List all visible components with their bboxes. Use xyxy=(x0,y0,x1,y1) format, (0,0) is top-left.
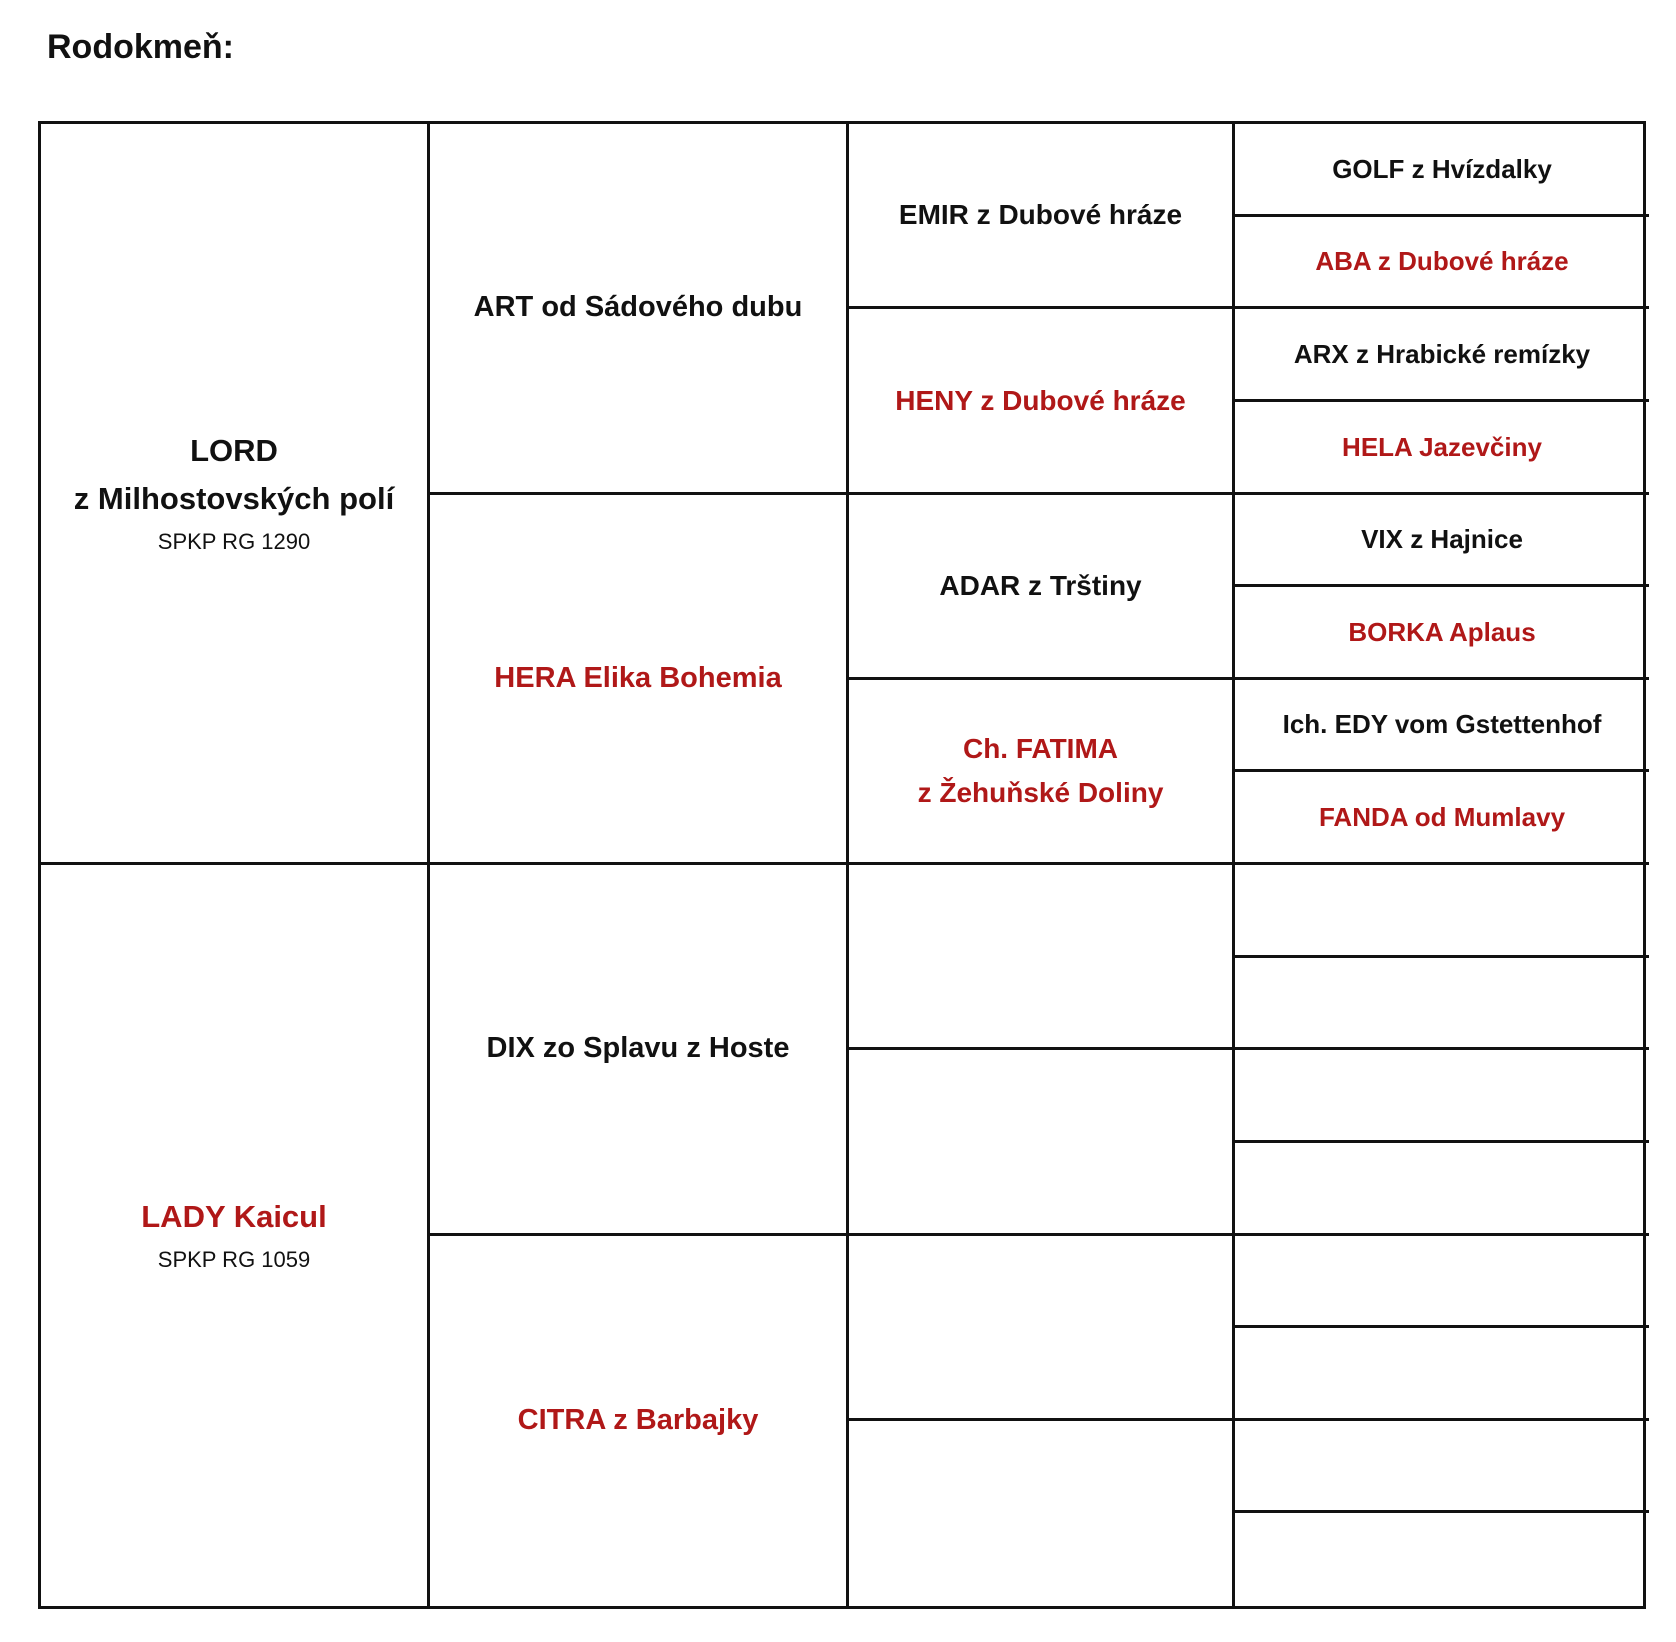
great-great-grandparent-name: GOLF z Hvízdalky xyxy=(1332,153,1552,184)
pedigree-great-great-grandparent xyxy=(1235,124,1649,217)
dam-name-line1: LADY Kaicul xyxy=(141,1199,327,1235)
pedigree-great-great-grandparent xyxy=(1235,495,1649,588)
page-title: Rodokmeň: xyxy=(47,28,234,66)
pedigree-great-great-grandparent xyxy=(1235,217,1649,310)
pedigree-great-great-grandparent xyxy=(1235,402,1649,495)
great-great-grandparent-name: VIX z Hajnice xyxy=(1361,524,1523,555)
pedigree-great-grandparent xyxy=(849,124,1235,309)
grandparent-name: ART od Sádového dubu xyxy=(473,291,803,324)
pedigree-dam xyxy=(41,865,430,1606)
sire-name-line2: z Milhostovských polí xyxy=(73,480,395,516)
great-great-grandparent-name: HELA Jazevčiny xyxy=(1342,431,1542,462)
great-grandparent-name: Ch. FATIMA xyxy=(962,733,1118,765)
grandparent-name: HERA Elika Bohemia xyxy=(494,661,782,694)
pedigree-great-great-grandparent xyxy=(1235,1143,1649,1236)
pedigree-great-grandparent xyxy=(849,865,1235,1050)
pedigree-grandparent xyxy=(430,865,849,1236)
pedigree-great-great-grandparent xyxy=(1235,1421,1649,1514)
pedigree-great-grandparent xyxy=(849,495,1235,680)
sire-name-line1: LORD xyxy=(190,432,278,468)
great-great-grandparent-name: ABA z Dubové hráze xyxy=(1315,246,1569,277)
pedigree-great-great-grandparent xyxy=(1235,1050,1649,1143)
great-great-grandparent-name: ARX z Hrabické remízky xyxy=(1293,338,1591,369)
pedigree-table xyxy=(38,121,1646,1609)
dam-registration: SPKP RG 1059 xyxy=(157,1247,311,1273)
pedigree-great-great-grandparent xyxy=(1235,1328,1649,1421)
grandparent-name: DIX zo Splavu z Hoste xyxy=(486,1032,790,1065)
great-great-grandparent-name: Ich. EDY vom Gstettenhof xyxy=(1282,709,1602,740)
pedigree-great-great-grandparent xyxy=(1235,680,1649,773)
pedigree-great-great-grandparent xyxy=(1235,587,1649,680)
great-great-grandparent-name: FANDA od Mumlavy xyxy=(1318,802,1566,833)
great-grandparent-name-line2: z Žehuňské Doliny xyxy=(917,776,1164,808)
pedigree-great-great-grandparent xyxy=(1235,1236,1649,1329)
pedigree-great-great-grandparent xyxy=(1235,309,1649,402)
sire-registration: SPKP RG 1290 xyxy=(157,529,311,554)
pedigree-grandparent xyxy=(430,495,849,866)
pedigree-sire xyxy=(41,124,430,865)
pedigree-grandparent xyxy=(430,124,849,495)
great-great-grandparent-name: BORKA Aplaus xyxy=(1348,616,1536,647)
pedigree-great-grandparent xyxy=(849,1236,1235,1421)
great-grandparent-name: EMIR z Dubové hráze xyxy=(898,199,1183,231)
pedigree-great-great-grandparent xyxy=(1235,865,1649,958)
grandparent-name: CITRA z Barbajky xyxy=(517,1404,759,1437)
pedigree-grandparent xyxy=(430,1236,849,1607)
pedigree-great-grandparent xyxy=(849,680,1235,865)
pedigree-great-great-grandparent xyxy=(1235,1513,1649,1606)
great-grandparent-name: ADAR z Trštiny xyxy=(939,569,1142,601)
great-grandparent-name: HENY z Dubové hráze xyxy=(895,384,1186,416)
pedigree-great-great-grandparent xyxy=(1235,958,1649,1051)
pedigree-great-grandparent xyxy=(849,309,1235,494)
pedigree-great-great-grandparent xyxy=(1235,772,1649,865)
pedigree-great-grandparent xyxy=(849,1050,1235,1235)
pedigree-great-grandparent xyxy=(849,1421,1235,1606)
